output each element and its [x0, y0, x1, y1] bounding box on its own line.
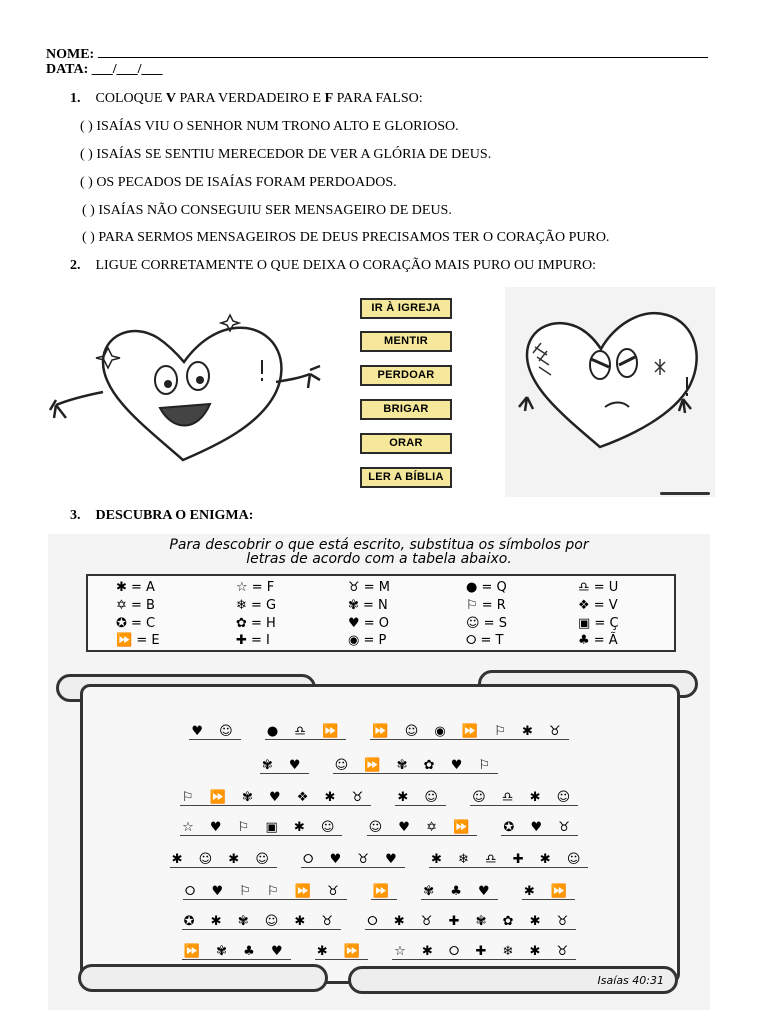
legend-entry: ❄ = G [236, 598, 277, 613]
word-card-orar[interactable]: ORAR [360, 433, 452, 454]
happy-heart-illustration [48, 300, 323, 485]
cipher-word: ✱ ☺ [397, 790, 444, 805]
puzzle-instructions-line-2: letras de acordo com a tabela abaixo. [246, 551, 512, 567]
cipher-word: ⭘ ♥ ⚐ ⚐ ⏩ ♉ [184, 884, 345, 899]
date-label: DATA: [46, 62, 89, 77]
cipher-row-1 [48, 724, 710, 740]
legend-entry: ✿ = H [236, 616, 276, 631]
cipher-word: ✱ ⏩ [316, 944, 366, 959]
cipher-word: ☺ ♎ ✱ ☺ [472, 790, 577, 805]
cipher-word: ✾ ♥ [261, 758, 307, 773]
q3-prompt [70, 508, 253, 524]
word-card-brigar[interactable]: BRIGAR [360, 399, 452, 420]
cipher-row-7 [48, 914, 710, 930]
q1-item-5[interactable]: ( ) PARA SERMOS MENSAGEIROS DE DEUS PRECISAMOS TER O CORAÇÃO PURO. [82, 230, 610, 245]
word-card-mentir[interactable]: MENTIR [360, 331, 452, 352]
q1-item-1[interactable]: ( ) ISAÍAS VIU O SENHOR NUM TRONO ALTO E GLORIOSO. [80, 119, 459, 134]
cipher-word: ⏩ [372, 884, 396, 899]
legend-entry: ⭘ = T [466, 633, 504, 648]
q2-prompt-text: LIGUE CORRETAMENTE O QUE DEIXA O CORAÇÃO MAIS PURO OU IMPURO: [95, 258, 597, 273]
name-label: NOME: [46, 47, 95, 62]
q1-item-3[interactable]: ( ) OS PECADOS DE ISAÍAS FORAM PERDOADOS. [80, 175, 397, 190]
word-card-ler-a-biblia[interactable]: LER A BÍBLIA [360, 467, 452, 488]
cipher-word: ✱ ☺ ✱ ☺ [171, 852, 275, 867]
cipher-word: ⏩ ☺ ◉ ⏩ ⚐ ✱ ♉ [372, 724, 567, 739]
cipher-word: ⚐ ⏩ ✾ ♥ ❖ ✱ ♉ [181, 790, 370, 805]
q1-prompt-part: PARA VERDADEIRO E [176, 91, 325, 106]
cipher-word: ✪ ✱ ✾ ☺ ✱ ♉ [183, 914, 340, 929]
legend-entry: ♥ = O [348, 616, 390, 631]
q3-number: 3. [70, 508, 81, 523]
cipher-word: ✾ ♣ ♥ [423, 884, 496, 899]
puzzle-instructions-line-1: Para descobrir o que está escrito, substitua os símbolos por [169, 537, 589, 553]
q1-prompt-part: COLOQUE [95, 91, 166, 106]
legend-entry: ⚐ = R [466, 598, 506, 613]
q1-v: V [165, 91, 177, 106]
legend-entry: ● = Q [466, 580, 507, 595]
cipher-word: ♥ ☺ [191, 724, 239, 739]
cipher-word: ⭘ ♥ ♉ ♥ [303, 852, 403, 867]
scroll-bottom-roll-left [78, 964, 328, 992]
divider [660, 492, 710, 495]
q1-number: 1. [70, 91, 81, 106]
q1-f: F [324, 91, 334, 106]
legend-entry: ▣ = Ç [578, 616, 619, 631]
legend-entry: ✾ = N [348, 598, 388, 613]
q1-item-2[interactable]: ( ) ISAÍAS SE SENTIU MERECEDOR DE VER A GLÓRIA DE DEUS. [80, 147, 492, 162]
cipher-row-8 [48, 944, 710, 960]
q1-prompt [70, 91, 423, 107]
cipher-word: ✱ ⏩ [523, 884, 574, 899]
legend-entry: ✡ = B [116, 598, 155, 613]
name-field[interactable] [98, 43, 708, 58]
legend-entry: ☆ = F [236, 580, 275, 595]
word-card-perdoar[interactable]: PERDOAR [360, 365, 452, 386]
cipher-word: ⭘ ✱ ♉ ✚ ✾ ✿ ✱ ♉ [367, 914, 575, 929]
cipher-word: ● ♎ ⏩ [266, 724, 345, 739]
sad-heart-illustration [505, 287, 715, 497]
legend-entry: ⏩ = E [116, 633, 160, 648]
q2-number: 2. [70, 258, 81, 273]
q1-prompt-part: PARA FALSO: [333, 91, 423, 106]
date-field[interactable]: ___/___/___ [91, 62, 163, 77]
word-card-ir-a-igreja[interactable]: IR À IGREJA [360, 298, 452, 319]
legend-entry: ◉ = P [348, 633, 387, 648]
legend-entry: ♣ = Ã [578, 633, 618, 648]
cipher-row-6 [48, 884, 710, 900]
legend-entry: ❖ = V [578, 598, 618, 613]
cipher-word: ☆ ✱ ⭘ ✚ ❄ ✱ ♉ [394, 944, 575, 959]
cipher-word: ☆ ♥ ⚐ ▣ ✱ ☺ [182, 820, 341, 835]
cipher-row-3 [48, 790, 710, 806]
name-row [46, 43, 708, 63]
cipher-word: ⏩ ✾ ♣ ♥ [183, 944, 289, 959]
cipher-word: ☺ ♥ ✡ ⏩ [368, 820, 476, 835]
legend-entry: ✚ = I [236, 633, 270, 648]
cipher-word: ☺ ⏩ ✾ ✿ ♥ ⚐ [334, 758, 497, 773]
cipher-word: ✱ ❄ ♎ ✚ ✱ ☺ [430, 852, 587, 867]
cipher-word: ✪ ♥ ♉ [503, 820, 576, 835]
q3-prompt-text: DESCUBRA O ENIGMA: [95, 508, 254, 523]
symbol-legend [86, 574, 676, 652]
q1-item-4[interactable]: ( ) ISAÍAS NÃO CONSEGUIU SER MENSAGEIRO DE DEUS. [82, 203, 452, 218]
legend-entry: ☺ = S [466, 616, 507, 631]
legend-entry: ♉ = M [348, 580, 391, 595]
bible-reference: Isaías 40:31 [597, 974, 664, 987]
legend-entry: ✪ = C [116, 616, 156, 631]
legend-entry: ✱ = A [116, 580, 155, 595]
date-row [46, 62, 163, 78]
cipher-row-4 [48, 820, 710, 836]
cipher-row-5 [48, 852, 710, 868]
q2-prompt [70, 258, 596, 274]
cipher-row-2 [48, 758, 710, 774]
enigma-puzzle [48, 534, 710, 1010]
legend-entry: ♎ = U [578, 580, 619, 595]
